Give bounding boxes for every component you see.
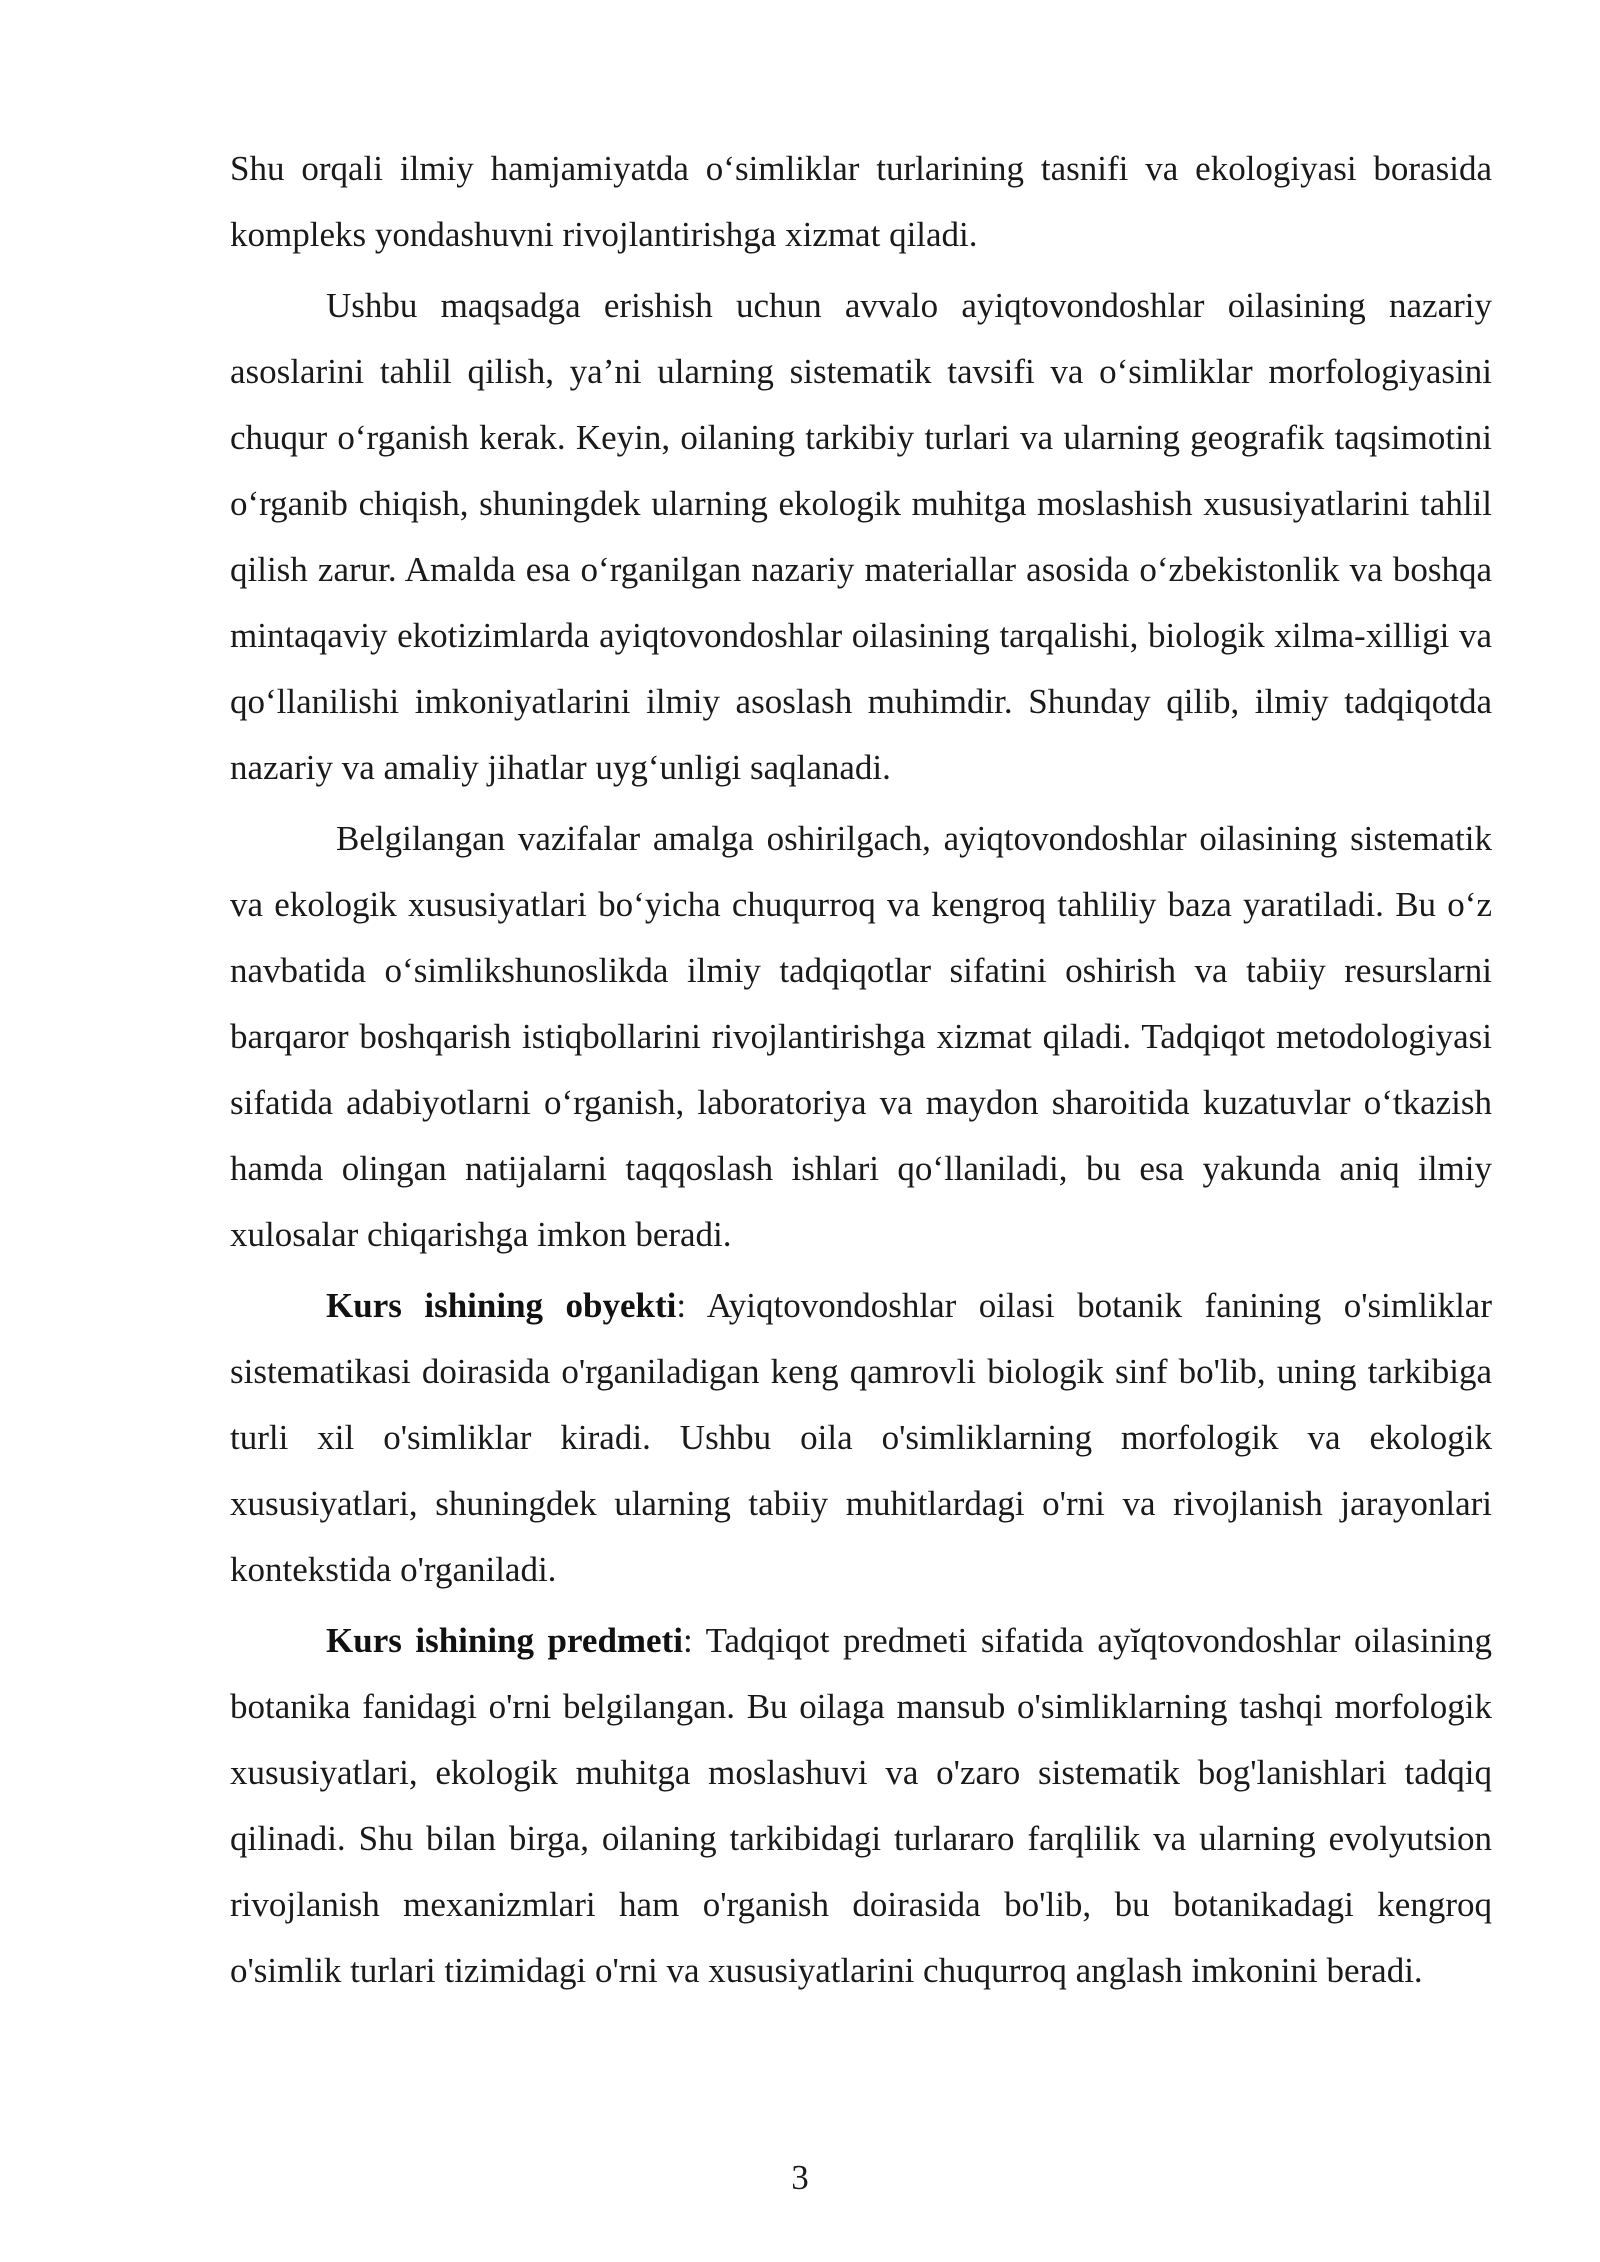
paragraph-text: : Tadqiqot predmeti sifatida ayĭqtovondoshlar oilasining botanika fanidagi o'rni belgilangan. Bu oilaga mansub o'simliklarning tashqi morfologik xususiyatlari, ekologik muhitga moslashuvi va o'zaro sistematik bog'lanishlari tadqiq qilinadi. Shu bilan birga, oilaning tarkibidagi turlararo farqlilik va ularning evolyutsion rivojlanish mexanizmlari ham o'rganish doirasida bo'lib, bu botanikadagi kengroq o'simlik turlari tizimidagi o'rni va xususiyatlarini chuqurroq anglash imkonini beradi. bbox=[230, 1621, 1492, 1990]
subject-heading: Kurs ishining predmeti bbox=[326, 1621, 683, 1660]
paragraph-tasks bbox=[230, 806, 1492, 1268]
paragraph-subject bbox=[230, 1608, 1492, 2004]
page-number: 3 bbox=[791, 2158, 809, 2197]
paragraph-text: Shu orqali ilmiy hamjamiyatda o‘simliklar turlarining tasnifi va ekologiyasi borasida kompleks yondashuvni rivojlantirishga xizmat qiladi. bbox=[230, 149, 1492, 254]
document-body bbox=[230, 136, 1492, 2004]
paragraph-text: : Ayiqtovondoshlar oilasi botanik fanining o'simliklar sistematikasi doirasida o'rganiladigan keng qamrovli biologik sinf bo'lib, uning tarkibiga turli xil o'simliklar kiradi. Ushbu oila o'simliklarning morfologik va ekologik xususiyatlari, shuningdek ularning tabiiy muhitlardagi o'rni va rivojlanish jarayonlari kontekstida o'rganiladi. bbox=[230, 1286, 1492, 1589]
paragraph-goals bbox=[230, 273, 1492, 801]
paragraph-object bbox=[230, 1273, 1492, 1603]
object-heading: Kurs ishining obyekti bbox=[326, 1286, 677, 1325]
paragraph-intro-continuation bbox=[230, 136, 1492, 268]
paragraph-text: Belgilangan vazifalar amalga oshirilgach, ayiqtovondoshlar oilasining sistematik va ekologik xususiyatlari bo‘yicha chuqurroq va kengroq tahliliy baza yaratiladi. Bu o‘z navbatida o‘simlikshunoslikda ilmiy tadqiqotlar sifatini oshirish va tabiiy resurslarni barqaror boshqarish istiqbollarini rivojlantirishga xizmat qiladi. Tadqiqot metodologiyasi sifatida adabiyotlarni o‘rganish, laboratoriya va maydon sharoitida kuzatuvlar o‘tkazish hamda olingan natijalarni taqqoslash ishlari qo‘llaniladi, bu esa yakunda aniq ilmiy xulosalar chiqarishga imkon beradi. bbox=[230, 819, 1492, 1254]
paragraph-text: Ushbu maqsadga erishish uchun avvalo ayiqtovondoshlar oilasining nazariy asoslarini tahlil qilish, ya’ni ularning sistematik tavsifi va o‘simliklar morfologiyasini chuqur o‘rganish kerak. Keyin, oilaning tarkibiy turlari va ularning geografik taqsimotini o‘rganib chiqish, shuningdek ularning ekologik muhitga moslashish xususiyatlarini tahlil qilish zarur. Amalda esa o‘rganilgan nazariy materiallar asosida o‘zbekistonlik va boshqa mintaqaviy ekotizimlarda ayiqtovondoshlar oilasining tarqalishi, biologik xilma-xilligi va qo‘llanilishi imkoniyatlarini ilmiy asoslash muhimdir. Shunday qilib, ilmiy tadqiqotda nazariy va amaliy jihatlar uyg‘unligi saqlanadi. bbox=[230, 286, 1492, 787]
